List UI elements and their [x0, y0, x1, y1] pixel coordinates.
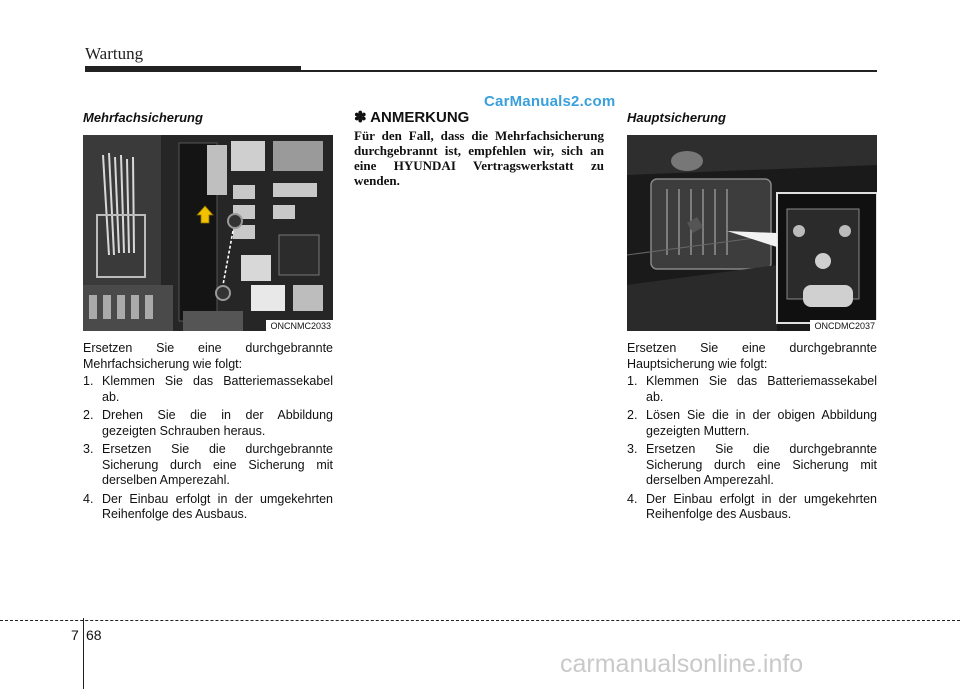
section-title-main-fuse: Hauptsicherung [627, 110, 726, 125]
list-item: 2. Drehen Sie die in der Abbildung gezeigten Schrauben heraus. [83, 408, 333, 438]
footer-divider [83, 618, 84, 689]
main-fuse-illustration [627, 135, 877, 331]
list-item: 4. Der Einbau erfolgt in der umgekehrten Reihenfolge des Ausbaus. [627, 491, 877, 521]
left-column [83, 110, 333, 526]
footer-rule [0, 620, 960, 621]
list-item: 3. Ersetzen Sie die durchgebrannte Sicherung durch eine Sicherung mit derselben Amperezahl. [83, 442, 333, 487]
note-title: ✽ ANMERKUNG [354, 109, 470, 126]
middle-column [354, 110, 604, 188]
section-title-multifuse: Mehrfachsicherung [83, 110, 203, 125]
watermark-link-bottom[interactable]: carmanualsonline.info [560, 650, 804, 678]
page-header-title: Wartung [85, 44, 144, 63]
page-number: 68 [86, 627, 102, 643]
multifuse-photo [83, 135, 333, 331]
figure-code: ONCDMC2037 [810, 320, 877, 331]
steps-list [627, 374, 877, 523]
header-rule-thick [85, 66, 301, 72]
steps-list [83, 374, 333, 523]
right-column [627, 110, 877, 526]
header-rule-thin [301, 70, 877, 72]
list-item: 2. Lösen Sie die in der obigen Abbildung gezeigten Muttern. [627, 408, 877, 438]
list-item: 4. Der Einbau erfolgt in der umgekehrten Reihenfolge des Ausbaus. [83, 491, 333, 521]
list-item: 3. Ersetzen Sie die durchgebrannte Sicherung durch eine Sicherung mit derselben Amperezahl. [627, 442, 877, 487]
multifuse-illustration [83, 135, 333, 331]
main-fuse-photo [627, 135, 877, 331]
figure-code: ONCNMC2033 [266, 320, 333, 331]
intro-text: Ersetzen Sie eine durchgebrannte Mehrfachsicherung wie folgt: [83, 341, 333, 371]
intro-text: Ersetzen Sie eine durchgebrannte Hauptsicherung wie folgt: [627, 341, 877, 371]
list-item: 1. Klemmen Sie das Batteriemassekabel ab. [83, 374, 333, 404]
list-item: 1. Klemmen Sie das Batteriemassekabel ab. [627, 374, 877, 404]
note-text: Für den Fall, dass die Mehrfachsicherung durchgebrannt ist, empfehlen wir, sich an eine HYUNDAI Vertragswerkstatt zu wenden. [354, 128, 604, 188]
watermark-link-top[interactable]: CarManuals2.com [484, 93, 616, 110]
chapter-number: 7 [71, 627, 79, 643]
